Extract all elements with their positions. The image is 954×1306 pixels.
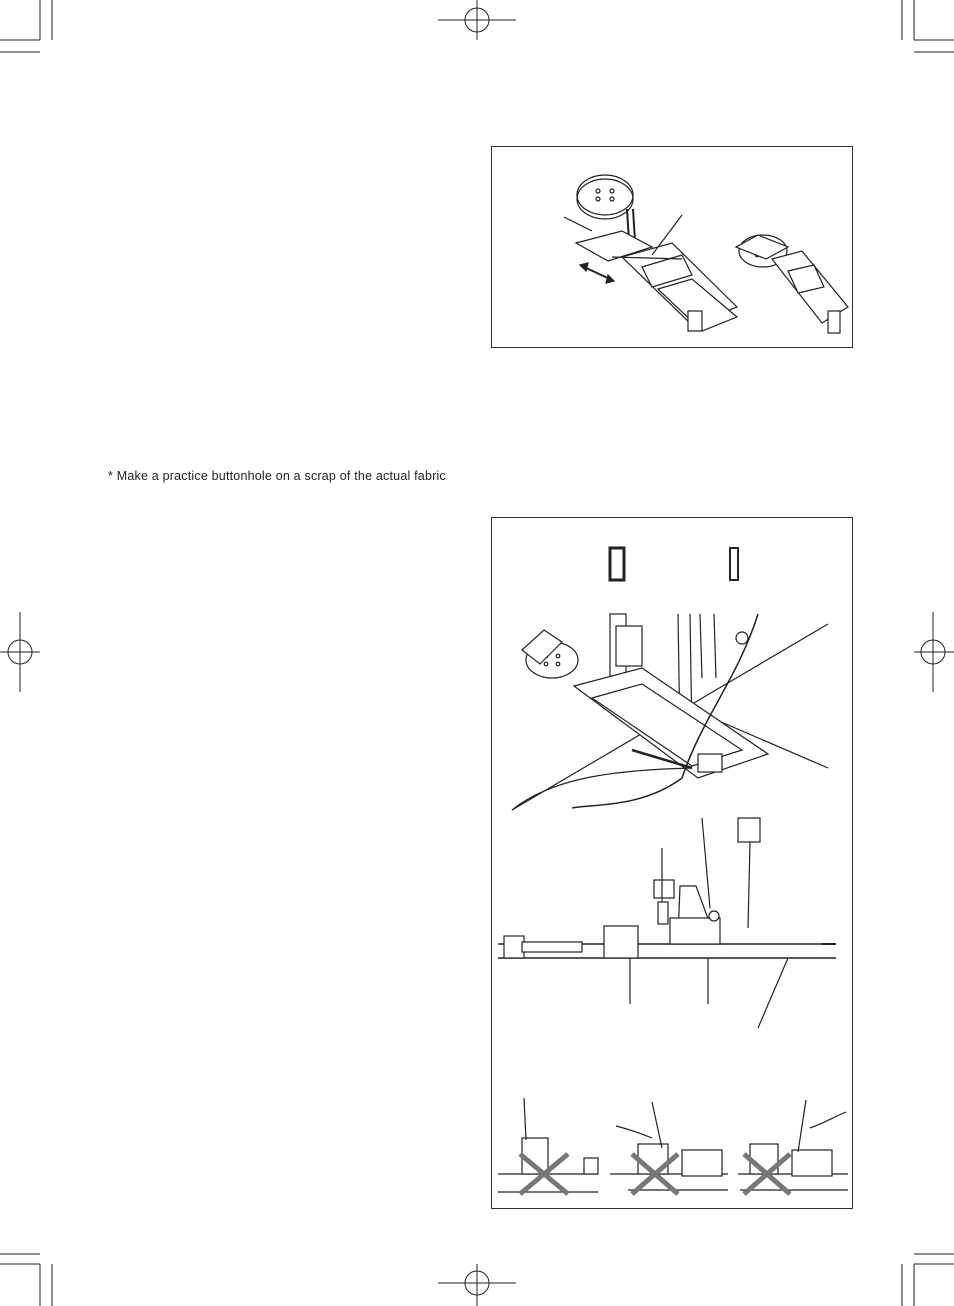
- practice-note: * Make a practice buttonhole on a scrap of the actual fabric: [108, 469, 446, 483]
- buttonhole-foot-with-button-icon: [492, 147, 854, 349]
- buttonhole-sewing-figure: [491, 517, 853, 1209]
- button-in-holder-figure: [491, 146, 853, 348]
- sewing-machine-buttonhole-icon: [492, 518, 854, 1210]
